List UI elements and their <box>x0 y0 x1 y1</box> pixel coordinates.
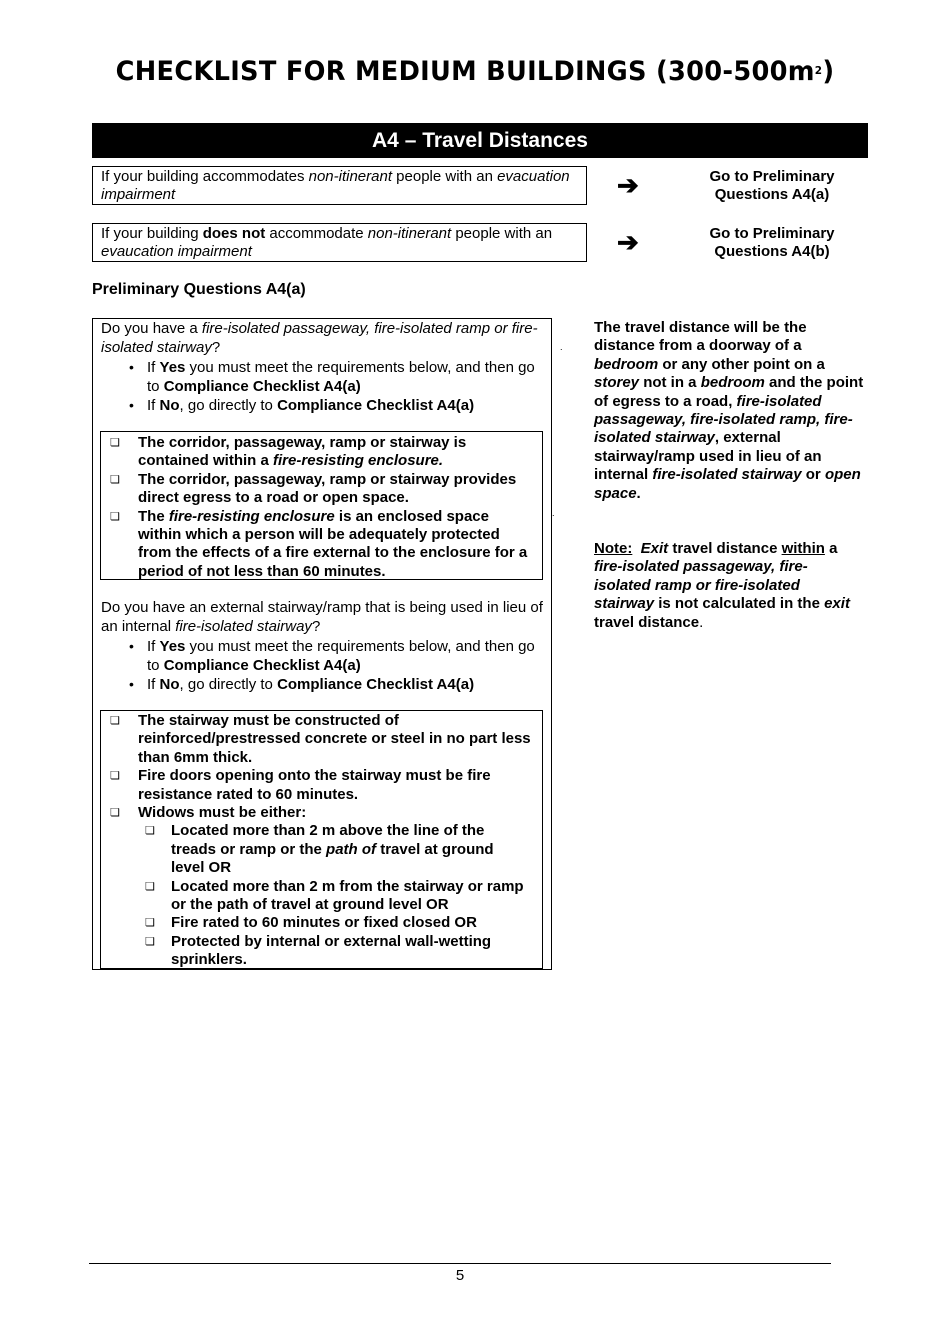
footer-divider <box>89 1263 831 1264</box>
travel-distance-definition: The travel distance will be the distance from a doorway of a bedroom or any other point on a storey not in a bedroom and the point of egress to a road, fire-isolated passageway, fire-isolated ramp, fire-isolated stairway, external stairway/ramp used in lieu of an internal fire-isolated stairway or open space. <box>594 319 864 502</box>
question-fire-isolated: Do you have a fire-isolated passageway, fire-isolated ramp or fire-isolated stairway? <box>101 320 538 356</box>
checklist-item[interactable]: ❏ The fire-resisting enclosure is an enclosed space within which a person will be adequately protected from the effects of a fire external to the enclosure for a period of not less than 60 minutes. <box>101 508 531 582</box>
right-arrow-icon: ➔ <box>617 170 639 200</box>
condition-box-does-not-accommodate: If your building does not accommodate non-itinerant people with an evaucation impairment <box>92 223 587 262</box>
compliance-checklist-link[interactable]: Compliance Checklist A4(a) <box>163 378 361 395</box>
compliance-checklist-link[interactable]: Compliance Checklist A4(a) <box>163 657 361 674</box>
checklist-item[interactable]: ❏ Fire doors opening onto the stairway must be fire resistance rated to 60 minutes. <box>101 767 531 804</box>
compliance-checklist-link[interactable]: Compliance Checklist A4(a) <box>277 397 475 414</box>
goto-prelim-a4b-link[interactable]: Go to Preliminary Questions A4(b) <box>709 225 835 260</box>
q1-requirements-box <box>100 431 543 580</box>
q2-yes-option: • If Yes you must meet the requirements below, and then go to Compliance Checklist A4(a) <box>101 637 549 675</box>
checklist-item[interactable]: ❏ The corridor, passageway, ramp or stairway provides direct egress to a road or open space. <box>101 471 531 508</box>
question-external-stairway: Do you have an external stairway/ramp that is being used in lieu of an internal fire-isolated stairway? <box>101 599 543 635</box>
q2-requirements-box <box>100 710 543 969</box>
page-title: CHECKLIST FOR MEDIUM BUILDINGS $(300-500m^2)$ <box>115 56 835 87</box>
exit-travel-note: Note: Exit travel distance within a fire-isolated passageway, fire-isolated ramp or fire-isolated stairway is not calculated in the exit travel distance. <box>594 540 850 631</box>
checklist-item[interactable]: ❏ The stairway must be constructed of reinforced/prestressed concrete or steel in no part less than 6mm thick. <box>101 712 531 767</box>
condition-box-accommodates: If your building accommodates non-itinerant people with an evacuation impairment <box>92 166 587 205</box>
goto-prelim-a4a-link[interactable]: Go to Preliminary Questions A4(a) <box>709 168 835 203</box>
checklist-subitem[interactable]: ❏ Located more than 2 m above the line of the treads or ramp or the path of travel at ground level OR <box>101 822 531 877</box>
checklist-item[interactable]: ❏ The corridor, passageway, ramp or stairway is contained within a fire-resisting enclosure. <box>101 434 531 471</box>
section-title-bar <box>92 123 868 158</box>
page-number: 5 <box>455 1267 465 1284</box>
checklist-subitem[interactable]: ❏ Fire rated to 60 minutes or fixed closed OR <box>101 914 531 932</box>
compliance-checklist-link[interactable]: Compliance Checklist A4(a) <box>277 676 475 693</box>
q1-options <box>101 358 549 415</box>
prelim-heading: Preliminary Questions A4(a) <box>92 281 306 298</box>
checklist-subitem[interactable]: ❏ Located more than 2 m from the stairway or ramp or the path of travel at ground level OR <box>101 878 531 915</box>
q2-no-option: • If No, go directly to Compliance Checklist A4(a) <box>101 675 549 694</box>
checklist-subitem[interactable]: ❏ Protected by internal or external wall-wetting sprinklers. <box>101 933 531 970</box>
q1-no-option: • If No, go directly to Compliance Checklist A4(a) <box>101 396 549 415</box>
section-title: A4 – Travel Distances <box>372 129 588 152</box>
right-arrow-icon: ➔ <box>617 227 639 257</box>
q2-options <box>101 637 549 694</box>
q1-yes-option: • If Yes you must meet the requirements below, and then go to Compliance Checklist A4(a) <box>101 358 549 396</box>
checklist-item[interactable]: ❏ Widows must be either: <box>101 804 531 822</box>
